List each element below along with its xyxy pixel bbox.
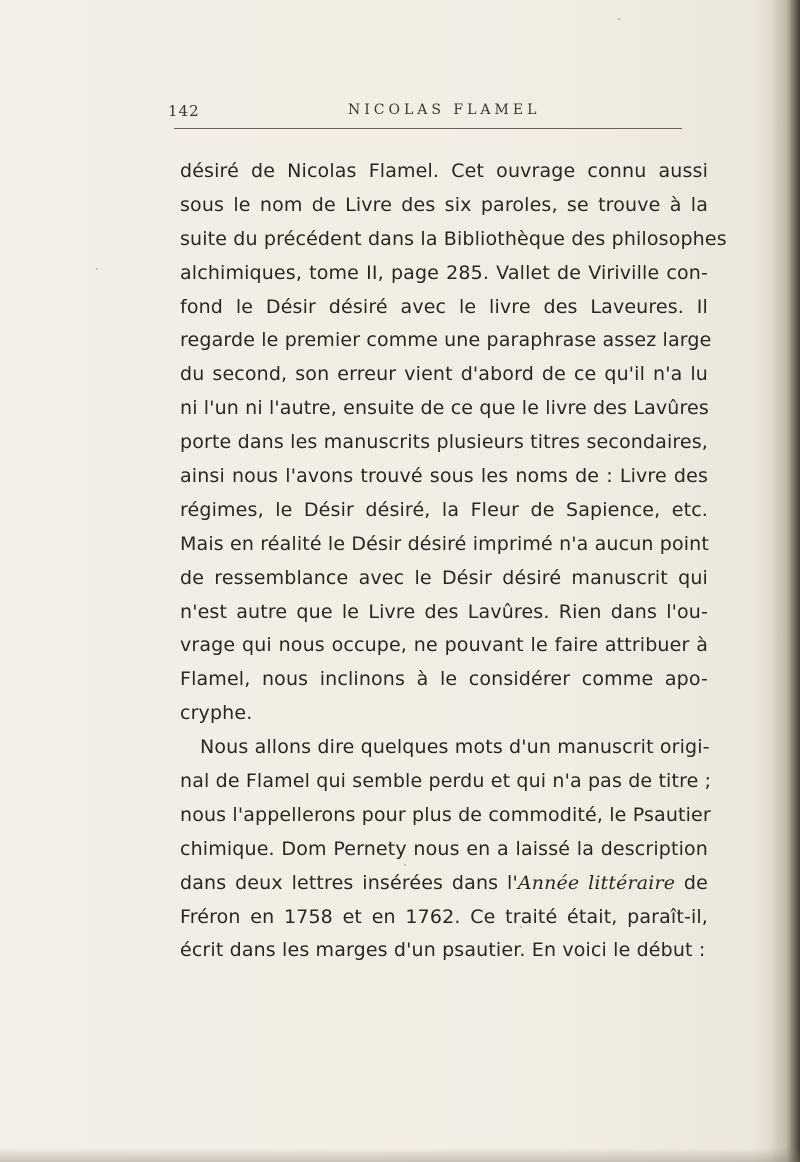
- text-line: vrage qui nous occupe, ne pouvant le faire attribuer à: [180, 634, 708, 657]
- body-text: [180, 155, 727, 968]
- paper-speck: [404, 864, 406, 866]
- text-line: nal de Flamel qui semble perdu et qui n'a pas de titre ;: [180, 770, 712, 793]
- paragraph-start-line: Nous allons dire quelques mots d'un manuscrit origi-: [200, 736, 710, 759]
- text-line: ni l'un ni l'autre, ensuite de ce que le livre des Lavûres: [180, 397, 709, 420]
- text-line: nous l'appellerons pour plus de commodité, le Psautier: [180, 803, 711, 826]
- text-line: désiré de Nicolas Flamel. Cet ouvrage connu aussi: [180, 160, 708, 182]
- text-line: suite du précédent dans la Bibliothèque des philosophes: [180, 227, 727, 250]
- text-line: fond le Désir désiré avec le livre des Laveures. Il: [180, 295, 708, 318]
- paper-speck: [520, 926, 522, 928]
- text-line: n'est autre que le Livre des Lavûres. Rien dans l'ou-: [180, 600, 708, 623]
- text-segment: de: [675, 871, 708, 894]
- text-line: sous le nom de Livre des six paroles, se trouve à la: [180, 193, 708, 216]
- running-title: NICOLAS FLAMEL: [348, 102, 541, 118]
- text-line: regarde le premier comme une paraphrase assez large: [180, 329, 712, 352]
- text-line: écrit dans les marges d'un psautier. En voici le début :: [180, 939, 706, 962]
- text-line-with-italic: [180, 867, 708, 901]
- page-bottom-shadow: [0, 1148, 800, 1162]
- text-line: Mais en réalité le Désir désiré imprimé n'a aucun point: [180, 532, 709, 555]
- header-rule: [174, 128, 682, 129]
- text-line: Fréron en 1758 et en 1762. Ce traité était, paraît-il,: [180, 905, 708, 928]
- page-number: 142: [168, 102, 200, 120]
- page-edge-shadow: [770, 0, 800, 1162]
- text-segment: dans deux lettres insérées dans l': [180, 871, 518, 894]
- text-line: cryphe.: [180, 702, 253, 725]
- text-line: ainsi nous l'avons trouvé sous les noms de : Livre des: [180, 465, 708, 488]
- text-line: de ressemblance avec le Désir désiré manuscrit qui: [180, 566, 708, 589]
- text-line: Flamel, nous inclinons à le considérer comme apo-: [180, 668, 708, 691]
- paper-speck: [618, 18, 620, 20]
- running-head: [168, 100, 688, 130]
- text-line: chimique. Dom Pernety nous en a laissé la description: [180, 837, 708, 860]
- paper-speck: [96, 268, 98, 270]
- text-line: régimes, le Désir désiré, la Fleur de Sapience, etc.: [180, 498, 708, 521]
- text-line: alchimiques, tome II, page 285. Vallet de Viriville con-: [180, 261, 708, 284]
- text-line: du second, son erreur vient d'abord de ce qu'il n'a lu: [180, 363, 708, 386]
- text-line: porte dans les manuscrits plusieurs titres secondaires,: [180, 431, 708, 454]
- italic-title: Année littéraire: [517, 871, 676, 894]
